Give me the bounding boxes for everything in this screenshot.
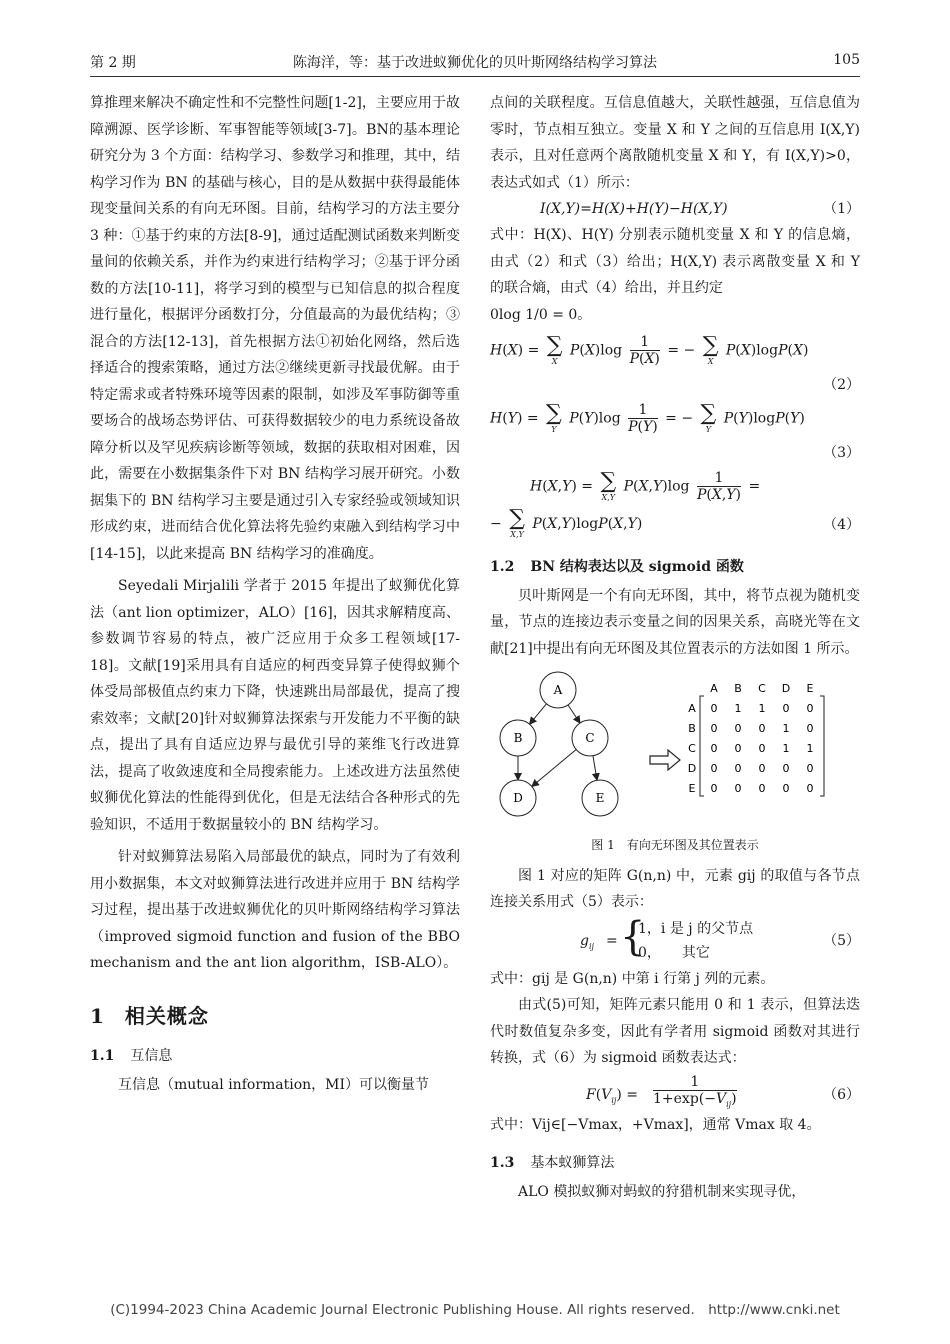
section-1-1-title: 互信息 xyxy=(130,1048,173,1064)
right-column xyxy=(490,90,860,1205)
section-1-2-title: BN 结构表达以及 sigmoid 函数 xyxy=(530,559,744,575)
equation-4-line-2: − ∑ X,Y P(X,Y)logP(X,Y) （4） xyxy=(490,506,860,539)
equation-3: H(Y) = ∑ Y P(Y)log $\frac{1}{P(Y)}$ = − ∑ Y P(Y)logP(Y) xyxy=(490,400,805,435)
matrix-cell-2-3: 1 xyxy=(782,742,790,755)
matrix-cell-3-0: 0 xyxy=(710,762,718,775)
left-column xyxy=(90,90,460,1098)
issue-number: 第 2 期 xyxy=(90,55,136,71)
dag-node-label-C: C xyxy=(585,731,595,745)
running-title: 陈海洋，等：基于改进蚁狮优化的贝叶斯网络结构学习算法 xyxy=(293,55,657,71)
matrix-cell-4-4: 0 xyxy=(806,782,814,795)
equation-6-number: （6） xyxy=(823,1086,860,1103)
matrix-cell-0-1: 1 xyxy=(734,702,742,715)
right-paragraph-1: 点间的关联程度。互信息值越大，关联性越强，互信息值为零时，节点相互独立。变量 X 和 Y 之间的互信息用 I(X,Y) 表示，且对任意两个离散随机变量 X 和 Y，有 I(X,Y)>0，表达式如式（1）所示： xyxy=(490,95,860,191)
section-1-heading xyxy=(90,1003,460,1030)
equation-3-number: （3） xyxy=(823,445,860,461)
matrix-col-header-A: A xyxy=(710,682,718,695)
dag-edge-C-E xyxy=(593,756,597,780)
matrix-cell-0-2: 1 xyxy=(758,702,766,715)
right-paragraph-6: 由式(5)可知，矩阵元素只能用 0 和 1 表示，但算法迭代时数值复杂多变，因此有学者用 sigmoid 函数对其进行转换，式（6）为 sigmoid 函数表达式： xyxy=(490,997,860,1066)
matrix-cell-2-2: 0 xyxy=(758,742,766,755)
equation-1-body: I(X,Y)=H(X)+H(Y)−H(X,Y) xyxy=(540,201,728,217)
matrix-cell-1-1: 0 xyxy=(734,722,742,735)
section-1-2-heading xyxy=(490,554,860,581)
matrix-col-header-D: D xyxy=(781,682,791,695)
dag-node-label-E: E xyxy=(595,791,605,805)
left-paragraph-1: 算推理来解决不确定性和不完整性问题[1-2]，主要应用于故障溯源、医学诊断、军事智能等领域[3-7]。BN的基本理论研究分为 3 个方面：结构学习、参数学习和推理，其中，结构学习作为 BN 的基础与核心，目的是从数据中获得最能体现变量间关系的有向无环图。目前，结构学习的方法主要分 3 种：①基于约束的方法[8-9]，通过适配测试函数来判断变量间的依赖关系，并作为约束进行结构学习；②基于评分函数的方法[10-11]，将学习到的模型与已知信息的拟合程度进行量化，根据评分函数打分，分值最高的为最优结构；③混合的方法[12-13]，首先根据方法①初始化网络，然后选择适合的搜索策略，通过方法②继续更新寻找最优解。由于特定需求或者特殊环境等因素的限制，如涉及军事防御等重要场合的战场态势评估、可获得数据较少的电力系统设备故障分析以及罕见疾病诊断等领域，数据的获取相对困难，因此，需要在小数据集条件下对 BN 结构学习展开研究。小数据集下的 BN 结构学习主要是通过引入专家经验或领域知识形成约束，进而结合优化算法将先验约束融入到结构学习中[14-15]，以此来提高 BN 结构学习的准确度。 xyxy=(90,95,460,562)
matrix-col-header-B: B xyxy=(734,682,742,695)
left-paragraph-3: 针对蚁狮算法易陷入局部最优的缺点，同时为了有效利用小数据集，本文对蚁狮算法进行改进并应用于 BN 结构学习过程，提出基于改进蚁狮优化的贝叶斯网络结构学习算法（improved sigmoid function and fusion of the BBO mechanism and the ant lion algorithm，ISB-ALO）。 xyxy=(90,849,460,971)
matrix-col-header-C: C xyxy=(758,682,766,695)
matrix-cell-4-1: 0 xyxy=(734,782,742,795)
dag-edge-A-B xyxy=(530,704,547,724)
section-1-2-number: 1.2 xyxy=(490,559,515,575)
matrix-cell-2-1: 0 xyxy=(734,742,742,755)
dag-node-label-A: A xyxy=(553,683,563,697)
equation-2-number: （2） xyxy=(823,377,860,393)
matrix-row-header-E: E xyxy=(688,782,696,795)
right-paragraph-3: 贝叶斯网是一个有向无环图，其中，将节点视为随机变量，节点的连接边表示变量之间的因果关系，高晓光等在文献[21]中提出有向无环图及其位置表示的方法如图 1 所示。 xyxy=(490,587,860,657)
figure-1-caption: 图 1 有向无环图及其位置表示 xyxy=(591,838,759,852)
figure-1 xyxy=(490,668,860,828)
right-paragraph-5: 式中：gij 是 G(n,n) 中第 i 行第 j 列的元素。 xyxy=(490,970,775,987)
matrix-row-header-A: A xyxy=(688,702,696,715)
equation-5-case-2: 0， 其它 xyxy=(638,944,710,961)
transform-arrow-icon xyxy=(650,750,680,770)
equation-4-number: （4） xyxy=(823,517,860,533)
matrix-col-header-E: E xyxy=(806,682,814,695)
left-paragraph-4: 互信息（mutual information，MI）可以衡量节 xyxy=(118,1076,430,1093)
equation-4-line-1: H(X,Y) = ∑ X,Y P(X,Y)log $\frac{1}{P(X,Y)}$ = xyxy=(530,468,761,503)
matrix-cell-2-0: 0 xyxy=(710,742,718,755)
matrix-cell-1-3: 1 xyxy=(782,722,790,735)
matrix-cell-2-4: 1 xyxy=(806,742,814,755)
matrix-cell-3-3: 0 xyxy=(782,762,790,775)
dag-edge-C-D xyxy=(532,750,576,787)
section-1-3-heading xyxy=(490,1150,860,1177)
dag-edge-A-C xyxy=(568,705,580,723)
dag-figure-svg xyxy=(490,668,860,828)
equation-1 xyxy=(490,196,860,222)
dag-node-label-D: D xyxy=(513,791,523,805)
right-paragraph-8: ALO 模拟蚁狮对蚂蚁的狩猎机制来实现寻优， xyxy=(518,1183,806,1200)
equation-5: $g_{ij}$ = { 1，i 是 j 的父节点 0， 其它 （5） xyxy=(490,916,860,966)
matrix-row-header-B: B xyxy=(688,722,696,735)
right-paragraph-2-tail: 0log 1/0 = 0。 xyxy=(490,306,592,323)
matrix-right-bracket xyxy=(820,696,824,796)
matrix-cell-3-2: 0 xyxy=(758,762,766,775)
equation-5-case-1: 1，i 是 j 的父节点 xyxy=(638,920,754,937)
right-paragraph-4: 图 1 对应的矩阵 G(n,n) 中，元素 gij 的取值与各节点连接关系用式（5）表示： xyxy=(490,867,860,910)
right-paragraph-2: 式中：H(X)、H(Y) 分别表示随机变量 X 和 Y 的信息熵，由式（2）和式（3）给出；H(X,Y) 表示离散变量 X 和 Y 的联合熵，由式（4）给出，并且约定 xyxy=(490,227,860,296)
equation-2-number-row xyxy=(490,372,860,398)
header-rule xyxy=(90,76,860,77)
section-1-number: 1 xyxy=(90,1003,105,1028)
matrix-cell-4-3: 0 xyxy=(782,782,790,795)
matrix-cell-1-2: 0 xyxy=(758,722,766,735)
matrix-left-bracket xyxy=(700,696,704,796)
matrix-cell-0-3: 0 xyxy=(782,702,790,715)
equation-2: H(X) = ∑ X P(X)log $\frac{1}{P(X)}$ = − ∑ X P(X)logP(X) xyxy=(490,332,809,367)
matrix-cell-3-1: 0 xyxy=(734,762,742,775)
matrix-cell-4-2: 0 xyxy=(758,782,766,795)
matrix-cell-0-0: 0 xyxy=(710,702,718,715)
matrix-cell-1-0: 0 xyxy=(710,722,718,735)
matrix-cell-1-4: 0 xyxy=(806,722,814,735)
matrix-cell-3-4: 0 xyxy=(806,762,814,775)
equation-5-number: （5） xyxy=(823,932,860,949)
page-number: 105 xyxy=(833,52,860,68)
matrix-row-header-C: C xyxy=(688,742,696,755)
matrix-row-header-D: D xyxy=(687,762,697,775)
running-header xyxy=(90,52,860,74)
equation-1-number: （1） xyxy=(823,201,860,217)
section-1-1-number: 1.1 xyxy=(90,1048,115,1064)
section-1-title: 相关概念 xyxy=(124,1003,209,1028)
right-paragraph-7: 式中：Vij∈[−Vmax，+Vmax]，通常 Vmax 取 4。 xyxy=(490,1116,821,1133)
dag-node-label-B: B xyxy=(513,731,523,745)
copyright-footer: (C)1994-2023 China Academic Journal Electronic Publishing House. All rights reserved. http://www.cnki.net xyxy=(110,1302,840,1318)
section-1-3-number: 1.3 xyxy=(490,1155,515,1171)
section-1-1-heading xyxy=(90,1043,460,1070)
equation-3-number-row xyxy=(490,440,860,466)
matrix-cell-4-0: 0 xyxy=(710,782,718,795)
left-paragraph-2: Seyedali Mirjalili 学者于 2015 年提出了蚁狮优化算法（ant lion optimizer，ALO）[16]，因其求解精度高、参数调节容易的特点，被广泛应用于众多工程领域[17-18]。文献[19]采用具有自适应的柯西变异算子使得蚁狮个体受局部极值点约束力下降，快速跳出局部最优，提高了搜索效率；文献[20]针对蚁狮算法探索与开发能力不平衡的缺点，提出了具有自适应边界与最优引导的莱维飞行改进算法，提高了收敛速度和全局搜索能力。上述改进方法虽然使蚁狮优化算法的性能得到优化，但是无法结合各种形式的先验知识，不适用于数据量较小的 BN 结构学习。 xyxy=(90,578,460,833)
matrix-cell-0-4: 0 xyxy=(806,702,814,715)
section-1-3-title: 基本蚁狮算法 xyxy=(530,1155,615,1171)
equation-6: $F(V_{ij})$ = 1 $1+\exp(-V_{ij})$ （6） xyxy=(586,1073,860,1109)
